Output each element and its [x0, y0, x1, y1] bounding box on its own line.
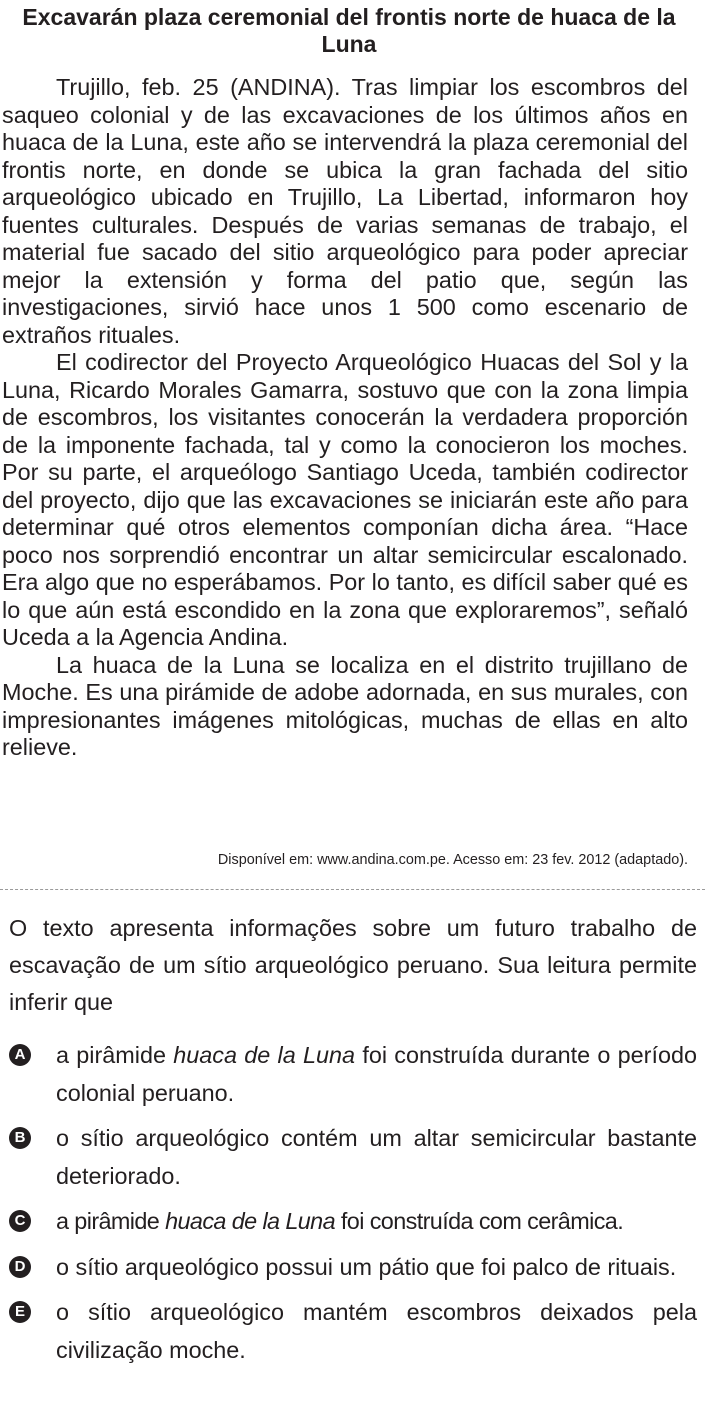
dashed-divider: [0, 889, 705, 890]
option-letter-badge: A: [9, 1044, 31, 1066]
option-italic-term: huaca de la Luna: [173, 1042, 356, 1068]
article-paragraph: La huaca de la Luna se localiza en el distrito trujillano de Moche. Es una pirámide de adobe adornada, en sus murales, con impresionantes imágenes mitológicas, muchas de ellas en alto relieve.: [2, 651, 688, 760]
answer-option-c[interactable]: [9, 1203, 697, 1241]
option-letter-badge: D: [9, 1256, 31, 1278]
answer-option-a[interactable]: [9, 1037, 697, 1112]
question-stem: O texto apresenta informações sobre um futuro trabalho de escavação de um sítio arqueológico peruano. Sua leitura permite inferir que: [9, 915, 697, 1015]
option-italic-term: huaca de la Luna: [165, 1208, 335, 1234]
option-text: o sítio arqueológico mantém escombros deixados pela civilização moche.: [56, 1299, 697, 1363]
option-text: o sítio arqueológico possui um pátio que foi palco de rituais.: [56, 1253, 677, 1280]
answer-option-b[interactable]: [9, 1120, 697, 1195]
option-letter-badge: B: [9, 1127, 31, 1149]
article: [2, 4, 688, 762]
article-paragraph: El codirector del Proyecto Arqueológico Huacas del Sol y la Luna, Ricardo Morales Gamarra, sostuvo que con la zona limpia de escombros, los visitantes conocerán la verdadera proporción de la imponente fachada, tal y como la conocieron los moches. Por su parte, el arqueólogo Santiago Uceda, también codirector del proyecto, dijo que las excavaciones se iniciarán este año para determinar qué otros elementos componían dicha área. “Hace poco nos sorprendió encontrar un altar semicircular escalonado. Era algo que no esperábamos. Por lo tanto, es difícil saber qué es lo que aún está escondido en la zona que exploraremos”, señaló Uceda a la Agencia Andina.: [2, 349, 688, 650]
question: [9, 910, 697, 1377]
option-text: a pirâmide huaca de la Luna foi construída durante o período colonial peruano.: [56, 1042, 697, 1106]
option-text: a pirâmide huaca de la Luna foi construída com cerâmica.: [56, 1208, 624, 1234]
option-text: o sítio arqueológico contém um altar semicircular bastante deteriorado.: [56, 1125, 697, 1189]
answer-options: [9, 1037, 697, 1369]
option-letter-badge: E: [9, 1301, 31, 1323]
answer-option-e[interactable]: [9, 1294, 697, 1369]
source-citation: Disponível em: www.andina.com.pe. Acesso em: 23 fev. 2012 (adaptado).: [217, 852, 688, 868]
answer-option-d[interactable]: [9, 1249, 697, 1287]
article-paragraph: Trujillo, feb. 25 (ANDINA). Tras limpiar los escombros del saqueo colonial y de las excavaciones de los últimos años en huaca de la Luna, este año se intervendrá la plaza ceremonial del frontis norte, en donde se ubica la gran fachada del sitio arqueológico ubicado en Trujillo, La Libertad, informaron hoy fuentes culturales. Después de varias semanas de trabajo, el material fue sacado del sitio arqueológico para poder apreciar mejor la extensión y forma del patio que, según las investigaciones, sirvió hace unos 1 500 como escenario de extraños rituales.: [2, 74, 688, 348]
article-title: Excavarán plaza ceremonial del frontis norte de huaca de la Luna: [22, 4, 676, 57]
option-letter-badge: C: [9, 1210, 31, 1232]
